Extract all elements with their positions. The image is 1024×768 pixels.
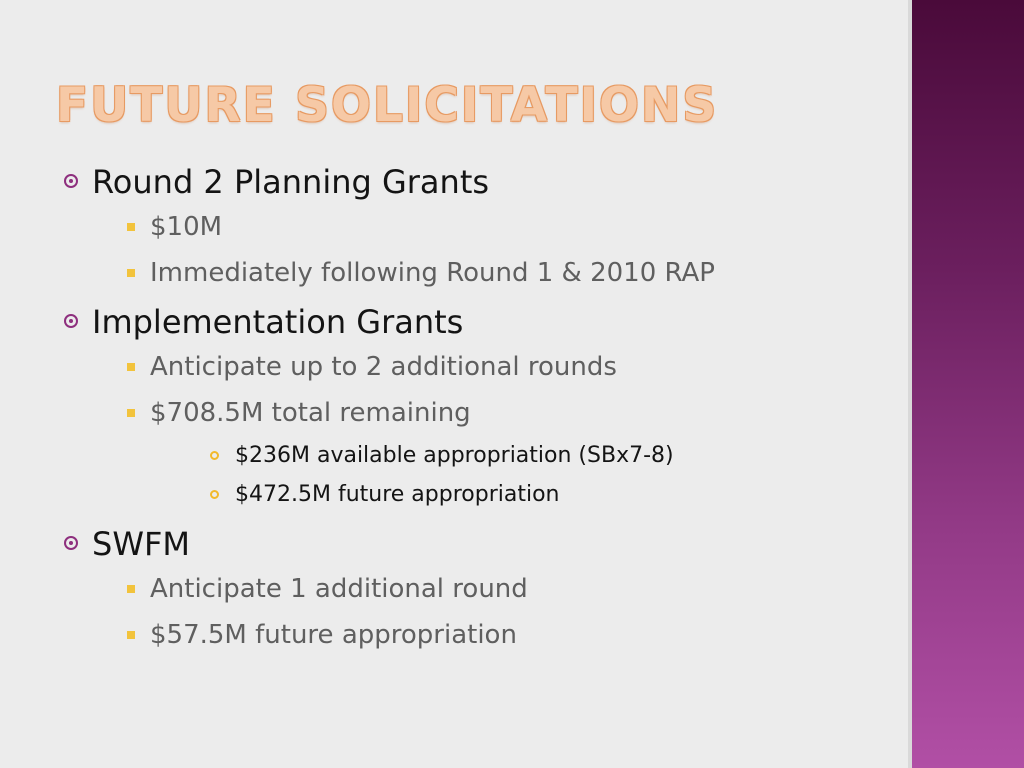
item-label: $708.5M total remaining (150, 398, 471, 428)
list-item (92, 612, 902, 658)
list-item (92, 390, 902, 514)
ring-bullet-icon (210, 451, 219, 460)
item-label: Immediately following Round 1 & 2010 RAP (150, 258, 715, 288)
item-label: $10M (150, 212, 223, 242)
square-bullet-icon (127, 223, 135, 231)
section-swfm (62, 522, 902, 658)
subitem-label: $236M available appropriation (SBx7-8) (235, 443, 674, 468)
square-bullet-icon (127, 585, 135, 593)
square-bullet-icon (127, 631, 135, 639)
square-bullet-icon (127, 363, 135, 371)
list-item (92, 204, 902, 250)
circle-dot-bullet-icon (64, 536, 78, 550)
square-bullet-icon (127, 409, 135, 417)
slide-title (56, 78, 718, 134)
list-item (150, 475, 902, 514)
section-label: SWFM (92, 525, 190, 563)
section-label: Implementation Grants (92, 303, 464, 341)
section-label: Round 2 Planning Grants (92, 163, 490, 201)
item-label: $57.5M future appropriation (150, 620, 517, 650)
ring-bullet-icon (210, 490, 219, 499)
list-item (92, 250, 902, 296)
content-list (62, 160, 902, 658)
circle-dot-bullet-icon (64, 314, 78, 328)
sub-list (92, 204, 902, 296)
list-item (92, 344, 902, 390)
spacer (62, 514, 902, 522)
section-implementation-grants (62, 300, 902, 514)
sub-sub-list (150, 436, 902, 514)
list-item (150, 436, 902, 475)
slide-title-text: FUTURE SOLICITATIONS (56, 78, 719, 133)
decorative-sidebar (912, 0, 1024, 768)
item-label: Anticipate up to 2 additional rounds (150, 352, 617, 382)
list-item (92, 566, 902, 612)
section-round-2-planning-grants (62, 160, 902, 296)
item-label: Anticipate 1 additional round (150, 574, 528, 604)
subitem-label: $472.5M future appropriation (235, 482, 560, 507)
circle-dot-bullet-icon (64, 174, 78, 188)
sub-list (92, 344, 902, 514)
sub-list (92, 566, 902, 658)
square-bullet-icon (127, 269, 135, 277)
